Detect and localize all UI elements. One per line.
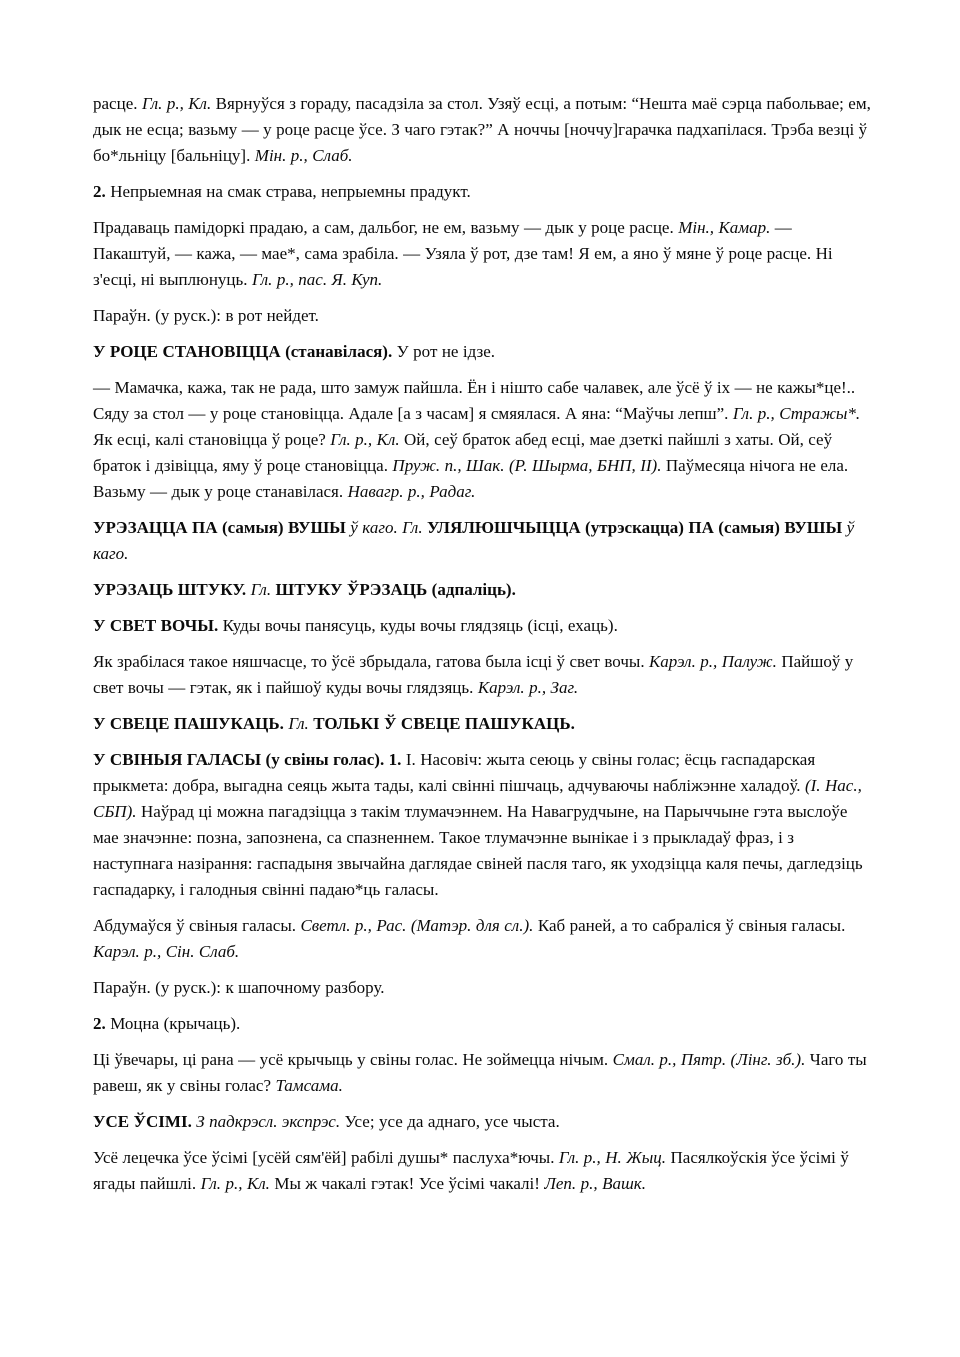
paragraph [93,577,871,603]
text-run: УРЭЗАЦЦА ПА (самыя) ВУШЫ [93,518,351,537]
text-run: Гл. [288,714,309,733]
text-run: ШТУКУ ЎРЭЗАЦЬ (адпаліць). [271,580,516,599]
paragraph [93,303,871,329]
paragraph [93,339,871,365]
text-run: Гл. р., Кл. [200,1174,270,1193]
text-run: Усё лецечка ўсе ўсімі [усёй сям'ёй] рабілі душы* паслуха*ючы. [93,1148,559,1167]
text-run: Мы ж чакалі гэтак! Усе ўсімі чакалі! [269,1174,545,1193]
text-run: І. Насовіч: жыта сеюць у свіны голас; ёсць гаспадарская прыкмета: добра, выгадна сеяць жыта тады, калі свінні пішчаць, адчуваючы набліжэнне халадоў. [93,750,816,795]
text-run: Чаго ты равеш, як у свіны голас? [93,1050,867,1095]
text-run: УЛЯЛЮШЧЫЦЦА (утрэскацца) ПА (самыя) ВУШЫ [422,518,847,537]
text-run: Гл. р., пас. Я. Куп. [251,270,383,289]
document-body [93,91,871,1207]
paragraph [93,375,871,505]
text-run: Ці ўвечары, ці рана — усё крычыць у свіны голас. Не зоймецца нічым. [93,1050,613,1069]
text-run: Леп. р., Вашк. [544,1174,646,1193]
text-run: Пруж. п., Шак. (Р. Шырма, БНП, ІІ). [392,456,662,475]
text-run: Вярнуўся з гораду, пасадзіла за стол. Узяў есці, а потым: “Нешта маё сэрца пабольвае; ем, дык не есца; вазьму — у роце расце ўсе. З чаго гэтак?” А ноччы [ноччу]гарачка падхапілася. Трэба везці ў бо*льніцу [бальніцу]. [93,94,871,165]
text-run: У рот не ідзе. [392,342,496,361]
text-run: — Пакаштуй, — кажа, — мае*, сама зрабіла. — Узяла ў рот, дзе там! Я ем, а яно ў мяне ў роце расце. Ні з'есці, ні выплюнуць. [93,218,833,289]
paragraph [93,1047,871,1099]
text-run: Ой, сеў браток абед есці, мае дзеткі пайшлі з хаты. Ой, сеў браток і дзівіцца, яму ў роце становіцца. [93,430,833,475]
text-run: ТОЛЬКІ Ў СВЕЦЕ ПАШУКАЦЬ. [308,714,575,733]
paragraph [93,179,871,205]
paragraph [93,613,871,639]
text-run: УРЭЗАЦЬ ШТУКУ. [93,580,251,599]
text-run: Параўн. (у руск.): в рот нейдет. [93,306,319,325]
text-run: Гл. р., Стражы*. [732,404,861,423]
text-run: Каб раней, а то сабраліся ў свіныя галасы. [533,916,846,935]
text-run: Як зрабілася такое няшчасце, то ўсё збрыдала, гатова была ісці ў свет вочы. [93,652,650,671]
text-run: Карэл. р., Сін. Слаб. [93,942,240,961]
text-run: Як есці, калі становіцца ў роце? [93,430,331,449]
text-run: Прадаваць памідоркі прадаю, а сам, дальбог, не ем, вазьму — дык у роце расце. [93,218,679,237]
text-run: (І. Нас., СБП). [93,776,862,821]
text-run: Гл. [250,580,272,599]
text-run: Усе; усе да аднаго, усе чыста. [340,1112,560,1131]
text-run: Навагр. р., Радаг. [347,482,476,501]
paragraph [93,91,871,169]
text-run: У СВІНЫЯ ГАЛАСЫ (у свіны голас). 1. [93,750,402,769]
text-run: Светл. р., Рас. (Матэр. для сл.). [300,916,534,935]
paragraph [93,711,871,737]
text-run: Карэл. р., Палуж. [649,652,777,671]
text-run: Пайшоў у свет вочы — гэтак, як і пайшоў куды вочы глядзяць. [93,652,854,697]
paragraph [93,649,871,701]
paragraph [93,975,871,1001]
text-run: Параўн. (у руск.): к шапочному разбору. [93,978,385,997]
text-run: Мін. р., Слаб. [254,146,353,165]
text-run: Карэл. р., Заг. [477,678,579,697]
text-run: Смал. р., Пятр. (Лінг. зб.). [612,1050,806,1069]
paragraph [93,1109,871,1135]
text-run: — Мамачка, кажа, так не рада, што замуж пайшла. Ён і нішто сабе чалавек, але ўсё ў іх — не кажы*це!.. Сяду за стол — у роце становіцца. Адале [а з часам] я смяялася. А яна: “Маўчы лепш”. [93,378,856,423]
text-run: Паўмесяца нічога не ела. Вазьму — дык у роце станавілася. [93,456,849,501]
text-run: ў каго. [93,518,855,563]
text-run: Гл. р., Кл. [141,94,212,113]
paragraph [93,215,871,293]
text-run: Тамсама. [275,1076,343,1095]
text-run: У СВЕЦЕ ПАШУКАЦЬ. [93,714,289,733]
text-run: Гл. р., Кл. [330,430,400,449]
text-run: У РОЦЕ СТАНОВІЦЦА (станавілася). [93,342,393,361]
paragraph [93,515,871,567]
text-run: Абдумаўся ў свіныя галасы. [93,916,301,935]
paragraph [93,913,871,965]
text-run: Мін., Камар. [678,218,771,237]
text-run: 2. [93,182,106,201]
text-run: Наўрад ці можна пагадзіцца з такім тлумачэннем. На Навагрудчыне, на Парыччыне гэта выслоўе мае значэнне: позна, запознена, са спазненнем. Такое тлумачэнне вынікае і з прыкладаў фраз, і з наступнага назірання: гаспадыня звычайна даглядае свіней пасля таго, як уходзіцца каля печы, дагледзіць гаспадарку, і галодныя свінні падаю*ць галасы. [93,802,863,899]
text-run: Пасялкоўскія ўсе ўсімі ў ягады пайшлі. [93,1148,849,1193]
text-run: расце. [93,94,142,113]
text-run: З падкрэсл. экспрэс. [196,1112,341,1131]
text-run: ў каго. Гл. [350,518,423,537]
paragraph [93,747,871,903]
text-run: Непрыемная на смак страва, непрыемны прадукт. [105,182,471,201]
text-run: 2. [93,1014,106,1033]
paragraph [93,1011,871,1037]
text-run: У СВЕТ ВОЧЫ. [93,616,219,635]
text-run: Гл. р., Н. Жыц. [558,1148,667,1167]
paragraph [93,1145,871,1197]
text-run: Моцна (крычаць). [105,1014,241,1033]
text-run: УСЕ ЎСІМІ. [93,1112,197,1131]
text-run: Куды вочы панясуць, куды вочы глядзяць (ісці, ехаць). [218,616,618,635]
